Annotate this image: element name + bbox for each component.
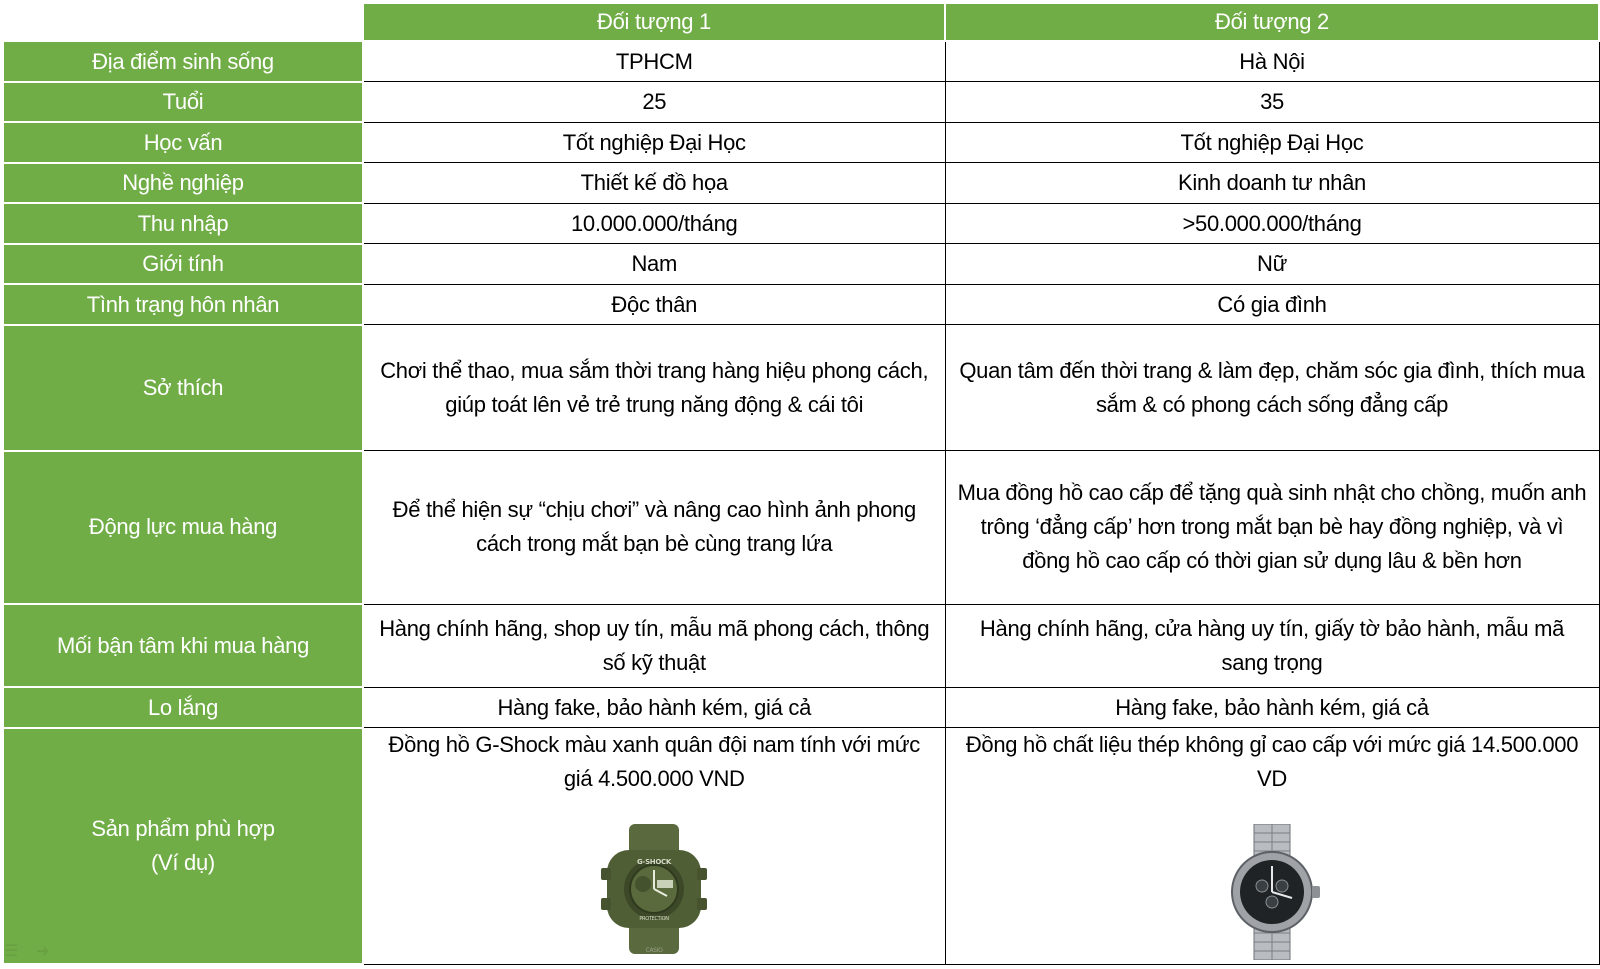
cell-object2-product	[945, 728, 1599, 964]
product-description-2: Đồng hồ chất liệu thép không gỉ cao cấp với mức giá 14.500.000 VD	[965, 732, 1579, 792]
cell-object1-hobbies: Chơi thể thao, mua sắm thời trang hàng hiệu phong cách, giúp toát lên vẻ trẻ trung năng động & cái tôi	[363, 325, 945, 451]
header-object-2: Đối tượng 2	[945, 3, 1599, 41]
menu-icon[interactable]: ☰	[4, 943, 19, 960]
table-row	[3, 284, 1599, 325]
cell-object1-gender: Nam	[363, 244, 945, 285]
cell-object1-purchase-motivation: Để thể hiện sự “chịu chơi” và nâng cao hình ảnh phong cách trong mắt bạn bè cùng trang lứa	[363, 451, 945, 605]
cell-object1-occupation: Thiết kế đồ họa	[363, 163, 945, 204]
cell-object2-occupation: Kinh doanh tư nhân	[945, 163, 1599, 204]
cell-object1-purchase-concerns: Hàng chính hãng, shop uy tín, mẫu mã phong cách, thông số kỹ thuật	[363, 604, 945, 687]
table-row	[3, 325, 1599, 451]
table-row	[3, 163, 1599, 204]
row-label-age: Tuổi	[3, 82, 363, 123]
table-row	[3, 82, 1599, 123]
watch-band-text: PROTECTION	[639, 916, 669, 923]
cell-object2-purchase-concerns: Hàng chính hãng, cửa hàng uy tín, giấy tờ bảo hành, mẫu mã sang trọng	[945, 604, 1599, 687]
cell-object2-location: Hà Nội	[945, 41, 1599, 82]
cell-object2-purchase-motivation: Mua đồng hồ cao cấp để tặng quà sinh nhật cho chồng, muốn anh trông ‘đẳng cấp’ hơn trong mắt bạn bè hay đồng nghiệp, và vì đồng hồ cao cấp có thời gian sử dụng lâu & bền hơn	[945, 451, 1599, 605]
table-row	[3, 244, 1599, 285]
row-label-marital-status: Tình trạng hôn nhân	[3, 284, 363, 325]
cell-object2-marital-status: Có gia đình	[945, 284, 1599, 325]
cell-object2-income: >50.000.000/tháng	[945, 203, 1599, 244]
row-label-gender: Giới tính	[3, 244, 363, 285]
table-row	[3, 451, 1599, 605]
row-label-hobbies: Sở thích	[3, 325, 363, 451]
row-label-occupation: Nghề nghiệp	[3, 163, 363, 204]
table-row	[3, 687, 1599, 728]
row-label-purchase-concerns: Mối bận tâm khi mua hàng	[3, 604, 363, 687]
watch-brand-text: G-SHOCK	[637, 858, 672, 867]
cell-object1-marital-status: Độc thân	[363, 284, 945, 325]
row-label-worries: Lo lắng	[3, 687, 363, 728]
table-row	[3, 604, 1599, 687]
row-label-education: Học vấn	[3, 122, 363, 163]
header-object-1: Đối tượng 1	[363, 3, 945, 41]
persona-comparison-table	[2, 2, 1600, 965]
product-description-1: Đồng hồ G-Shock màu xanh quân đội nam tính với mức giá 4.500.000 VND	[388, 732, 920, 792]
header-empty-cell	[3, 3, 363, 41]
cell-object1-location: TPHCM	[363, 41, 945, 82]
watch-maker-text: CASIO	[645, 947, 663, 955]
row-label-location: Địa điểm sinh sống	[3, 41, 363, 82]
cell-object1-education: Tốt nghiệp Đại Học	[363, 122, 945, 163]
row-label-suitable-product-line2: (Ví dụ)	[151, 849, 215, 875]
steel-chronograph-watch-image	[1222, 824, 1322, 960]
row-label-suitable-product-line1: Sản phẩm phù hợp	[91, 815, 275, 841]
header-row	[3, 3, 1599, 41]
row-label-purchase-motivation: Động lực mua hàng	[3, 451, 363, 605]
table-row	[3, 41, 1599, 82]
cell-object1-worries: Hàng fake, bảo hành kém, giá cả	[363, 687, 945, 728]
arrow-right-icon[interactable]: ➜	[36, 943, 50, 960]
table-row	[3, 203, 1599, 244]
cell-object2-worries: Hàng fake, bảo hành kém, giá cả	[945, 687, 1599, 728]
green-gshock-watch-image	[599, 824, 709, 954]
cell-object2-gender: Nữ	[945, 244, 1599, 285]
table-row	[3, 728, 1599, 964]
cell-object1-income: 10.000.000/tháng	[363, 203, 945, 244]
cell-object2-age: 35	[945, 82, 1599, 123]
row-label-suitable-product	[3, 728, 363, 964]
table-row	[3, 122, 1599, 163]
row-label-income: Thu nhập	[3, 203, 363, 244]
slide-nav-icons	[4, 943, 58, 965]
cell-object1-age: 25	[363, 82, 945, 123]
cell-object1-product	[363, 728, 945, 964]
cell-object2-education: Tốt nghiệp Đại Học	[945, 122, 1599, 163]
cell-object2-hobbies: Quan tâm đến thời trang & làm đẹp, chăm sóc gia đình, thích mua sắm & có phong cách sống đẳng cấp	[945, 325, 1599, 451]
